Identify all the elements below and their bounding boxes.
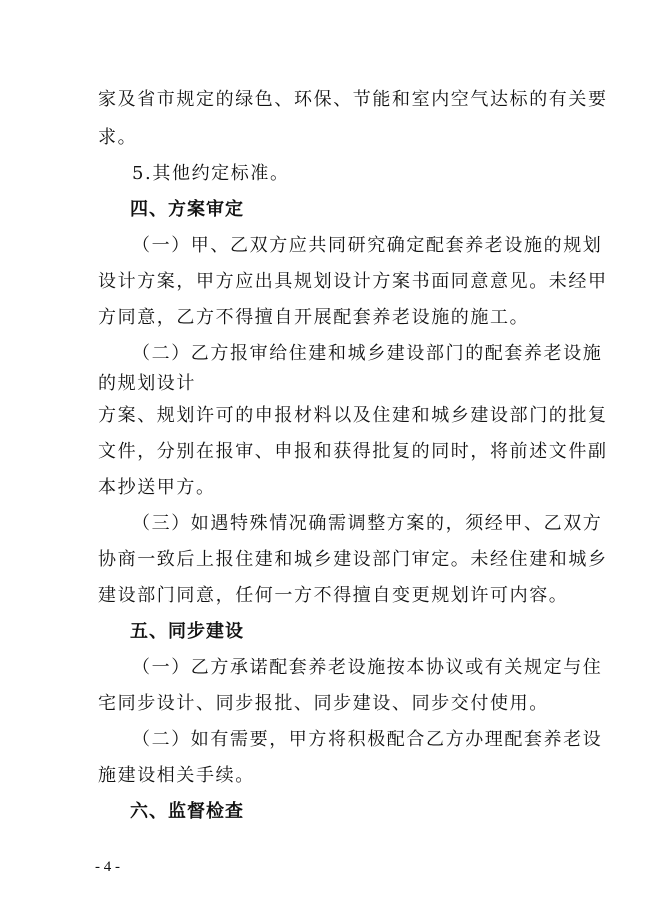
paragraph-line: （三）如遇特殊情况确需调整方案的，须经甲、乙双方 [132, 513, 603, 534]
paragraph-line: 文件，分别在报审、申报和获得批复的同时，将前述文件副 [98, 441, 608, 462]
paragraph-line: 建设部门同意，任何一方不得擅自变更规划许可内容。 [98, 585, 569, 606]
paragraph-line: 施建设相关手续。 [98, 765, 255, 786]
paragraph-line: （二）如有需要，甲方将积极配合乙方办理配套养老设 [132, 729, 603, 750]
section-heading: 五、同步建设 [130, 621, 244, 642]
page-number: - 4 - [95, 859, 120, 875]
paragraph-line: 本抄送甲方。 [98, 477, 216, 498]
paragraph-line: 的规划设计 [98, 373, 196, 394]
paragraph-line: 宅同步设计、同步报批、同步建设、同步交付使用。 [98, 693, 549, 714]
paragraph-line: （二）乙方报审给住建和城乡建设部门的配套养老设施 [132, 343, 603, 364]
paragraph-line: 家及省市规定的绿色、环保、节能和室内空气达标的有关要 [98, 89, 608, 110]
section-heading: 四、方案审定 [130, 199, 244, 220]
paragraph-line: （一）甲、乙双方应共同研究确定配套养老设施的规划 [132, 235, 603, 256]
section-heading: 六、监督检查 [130, 801, 244, 822]
paragraph-line: 方案、规划许可的申报材料以及住建和城乡建设部门的批复 [98, 405, 608, 426]
paragraph-line: 5.其他约定标准。 [132, 163, 290, 184]
paragraph-line: （一）乙方承诺配套养老设施按本协议或有关规定与住 [132, 657, 603, 678]
paragraph-line: 求。 [98, 127, 138, 148]
paragraph-line: 协商一致后上报住建和城乡建设部门审定。未经住建和城乡 [98, 549, 608, 570]
paragraph-line: 方同意，乙方不得擅自开展配套养老设施的施工。 [98, 307, 530, 328]
paragraph-line: 设计方案，甲方应出具规划设计方案书面同意意见。未经甲 [98, 271, 608, 292]
